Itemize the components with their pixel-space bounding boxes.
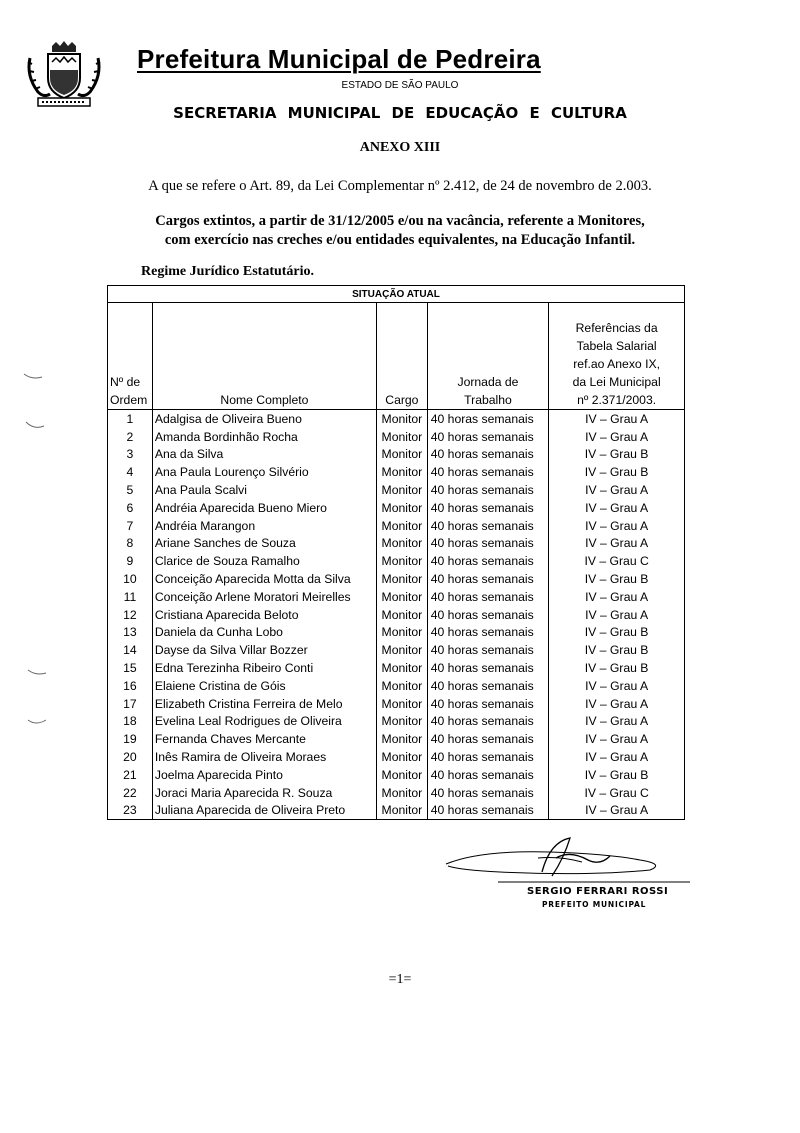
table-row	[108, 481, 685, 499]
ordem-header-line: Nº de	[110, 375, 141, 389]
page-title: Prefeitura Municipal de Pedreira	[137, 44, 541, 74]
column-header-row	[108, 303, 685, 410]
row-referencia: IV – Grau B	[549, 659, 685, 677]
row-jornada: 40 horas semanais	[427, 499, 549, 517]
referencia-column-header	[549, 303, 685, 410]
table-row	[108, 677, 685, 695]
row-cargo: Monitor	[377, 748, 428, 766]
row-number: 13	[108, 624, 153, 642]
jornada-column-header	[427, 303, 549, 410]
row-jornada: 40 horas semanais	[427, 481, 549, 499]
row-jornada: 40 horas semanais	[427, 748, 549, 766]
row-number: 6	[108, 499, 153, 517]
row-referencia: IV – Grau B	[549, 641, 685, 659]
row-jornada: 40 horas semanais	[427, 802, 549, 820]
row-jornada: 40 horas semanais	[427, 624, 549, 642]
row-jornada: 40 horas semanais	[427, 677, 549, 695]
table-row	[108, 748, 685, 766]
row-referencia: IV – Grau A	[549, 802, 685, 820]
situacao-header: SITUAÇÃO ATUAL	[108, 286, 685, 303]
row-cargo: Monitor	[377, 802, 428, 820]
row-number: 23	[108, 802, 153, 820]
row-cargo: Monitor	[377, 535, 428, 553]
row-jornada: 40 horas semanais	[427, 641, 549, 659]
table-row	[108, 570, 685, 588]
row-nome: Joelma Aparecida Pinto	[152, 766, 376, 784]
row-cargo: Monitor	[377, 570, 428, 588]
row-number: 12	[108, 606, 153, 624]
row-referencia: IV – Grau A	[549, 713, 685, 731]
row-cargo: Monitor	[377, 784, 428, 802]
row-nome: Elizabeth Cristina Ferreira de Melo	[152, 695, 376, 713]
row-referencia: IV – Grau B	[549, 463, 685, 481]
row-cargo: Monitor	[377, 730, 428, 748]
table-row	[108, 659, 685, 677]
row-cargo: Monitor	[377, 463, 428, 481]
row-jornada: 40 horas semanais	[427, 606, 549, 624]
row-referencia: IV – Grau A	[549, 481, 685, 499]
row-referencia: IV – Grau A	[549, 695, 685, 713]
row-nome: Evelina Leal Rodrigues de Oliveira	[152, 713, 376, 731]
row-referencia: IV – Grau B	[549, 570, 685, 588]
row-jornada: 40 horas semanais	[427, 766, 549, 784]
row-jornada: 40 horas semanais	[427, 784, 549, 802]
row-number: 4	[108, 463, 153, 481]
row-referencia: IV – Grau A	[549, 588, 685, 606]
row-cargo: Monitor	[377, 588, 428, 606]
row-nome: Inês Ramira de Oliveira Moraes	[152, 748, 376, 766]
row-jornada: 40 horas semanais	[427, 410, 549, 428]
ref-header-line: Referências da	[575, 321, 658, 335]
table-row	[108, 410, 685, 428]
row-cargo: Monitor	[377, 641, 428, 659]
row-referencia: IV – Grau A	[549, 535, 685, 553]
row-number: 2	[108, 428, 153, 446]
row-jornada: 40 horas semanais	[427, 517, 549, 535]
row-nome: Ariane Sanches de Souza	[152, 535, 376, 553]
row-nome: Daniela da Cunha Lobo	[152, 624, 376, 642]
row-number: 20	[108, 748, 153, 766]
row-number: 10	[108, 570, 153, 588]
scan-mark	[22, 372, 44, 382]
ref-header-line: da Lei Municipal	[572, 375, 661, 389]
row-nome: Juliana Aparecida de Oliveira Preto	[152, 802, 376, 820]
row-jornada: 40 horas semanais	[427, 552, 549, 570]
row-number: 1	[108, 410, 153, 428]
row-nome: Cristiana Aparecida Beloto	[152, 606, 376, 624]
row-referencia: IV – Grau A	[549, 517, 685, 535]
row-cargo: Monitor	[377, 677, 428, 695]
row-number: 3	[108, 446, 153, 464]
row-cargo: Monitor	[377, 517, 428, 535]
cargos-description	[0, 212, 800, 250]
row-referencia: IV – Grau A	[549, 730, 685, 748]
row-nome: Conceição Aparecida Motta da Silva	[152, 570, 376, 588]
table-row	[108, 641, 685, 659]
row-cargo: Monitor	[377, 410, 428, 428]
row-nome: Adalgisa de Oliveira Bueno	[152, 410, 376, 428]
table-row	[108, 535, 685, 553]
row-cargo: Monitor	[377, 624, 428, 642]
table-body	[108, 410, 685, 820]
row-jornada: 40 horas semanais	[427, 588, 549, 606]
nome-column-header: Nome Completo	[152, 303, 376, 410]
row-nome: Fernanda Chaves Mercante	[152, 730, 376, 748]
table-row	[108, 428, 685, 446]
table-row	[108, 517, 685, 535]
table-row	[108, 713, 685, 731]
staff-table	[107, 285, 685, 820]
row-cargo: Monitor	[377, 428, 428, 446]
ordem-header-line: Ordem	[110, 393, 148, 407]
table-row	[108, 784, 685, 802]
municipal-crest-icon	[22, 40, 106, 110]
row-nome: Andréia Marangon	[152, 517, 376, 535]
row-nome: Elaiene Cristina de Góis	[152, 677, 376, 695]
ordem-column-header	[108, 303, 153, 410]
row-jornada: 40 horas semanais	[427, 446, 549, 464]
row-jornada: 40 horas semanais	[427, 695, 549, 713]
row-nome: Ana Paula Lourenço Silvério	[152, 463, 376, 481]
row-jornada: 40 horas semanais	[427, 428, 549, 446]
row-jornada: 40 horas semanais	[427, 730, 549, 748]
row-nome: Clarice de Souza Ramalho	[152, 552, 376, 570]
row-cargo: Monitor	[377, 481, 428, 499]
row-number: 19	[108, 730, 153, 748]
scan-mark	[26, 716, 48, 728]
row-nome: Conceição Arlene Moratori Meirelles	[152, 588, 376, 606]
row-referencia: IV – Grau B	[549, 766, 685, 784]
signatory-role: PREFEITO MUNICIPAL	[542, 900, 647, 909]
table-row	[108, 766, 685, 784]
row-nome: Edna Terezinha Ribeiro Conti	[152, 659, 376, 677]
row-referencia: IV – Grau A	[549, 499, 685, 517]
row-referencia: IV – Grau C	[549, 784, 685, 802]
row-jornada: 40 horas semanais	[427, 570, 549, 588]
scan-mark	[24, 420, 46, 432]
cargo-column-header: Cargo	[377, 303, 428, 410]
row-number: 9	[108, 552, 153, 570]
row-number: 14	[108, 641, 153, 659]
row-number: 21	[108, 766, 153, 784]
row-number: 5	[108, 481, 153, 499]
row-referencia: IV – Grau C	[549, 552, 685, 570]
ref-header-line: Tabela Salarial	[576, 339, 657, 353]
table-row	[108, 588, 685, 606]
row-cargo: Monitor	[377, 695, 428, 713]
row-cargo: Monitor	[377, 446, 428, 464]
row-referencia: IV – Grau B	[549, 624, 685, 642]
signatory-name: SERGIO FERRARI ROSSI	[527, 886, 669, 897]
row-cargo: Monitor	[377, 766, 428, 784]
table-row	[108, 446, 685, 464]
row-number: 8	[108, 535, 153, 553]
row-number: 17	[108, 695, 153, 713]
row-jornada: 40 horas semanais	[427, 713, 549, 731]
row-referencia: IV – Grau A	[549, 606, 685, 624]
row-nome: Dayse da Silva Villar Bozzer	[152, 641, 376, 659]
table-row	[108, 802, 685, 820]
row-nome: Joraci Maria Aparecida R. Souza	[152, 784, 376, 802]
table-row	[108, 695, 685, 713]
cargos-line-2: com exercício nas creches e/ou entidades equivalentes, na Educação Infantil.	[164, 232, 636, 248]
row-cargo: Monitor	[377, 659, 428, 677]
row-cargo: Monitor	[377, 713, 428, 731]
cargos-line-1: Cargos extintos, a partir de 31/12/2005 e/ou na vacância, referente a Monitores,	[155, 213, 645, 229]
row-cargo: Monitor	[377, 552, 428, 570]
jornada-header-line: Trabalho	[464, 393, 512, 407]
jornada-header-line: Jornada de	[457, 375, 519, 389]
ref-header-line: nº 2.371/2003.	[577, 393, 657, 407]
row-referencia: IV – Grau A	[549, 410, 685, 428]
row-number: 15	[108, 659, 153, 677]
regime-label: Regime Jurídico Estatutário.	[141, 264, 315, 279]
row-referencia: IV – Grau B	[549, 446, 685, 464]
row-jornada: 40 horas semanais	[427, 535, 549, 553]
table-row	[108, 552, 685, 570]
row-nome: Amanda Bordinhão Rocha	[152, 428, 376, 446]
state-subtitle: ESTADO DE SÃO PAULO	[341, 80, 459, 91]
row-jornada: 40 horas semanais	[427, 659, 549, 677]
row-referencia: IV – Grau A	[549, 748, 685, 766]
row-number: 22	[108, 784, 153, 802]
row-number: 18	[108, 713, 153, 731]
law-reference: A que se refere o Art. 89, da Lei Complementar nº 2.412, de 24 de novembro de 2.003.	[148, 178, 652, 194]
row-jornada: 40 horas semanais	[427, 463, 549, 481]
row-number: 11	[108, 588, 153, 606]
table-row	[108, 730, 685, 748]
row-cargo: Monitor	[377, 606, 428, 624]
row-nome: Ana Paula Scalvi	[152, 481, 376, 499]
table-row	[108, 499, 685, 517]
row-referencia: IV – Grau A	[549, 677, 685, 695]
scan-mark	[26, 668, 48, 678]
row-number: 16	[108, 677, 153, 695]
table-row	[108, 463, 685, 481]
row-referencia: IV – Grau A	[549, 428, 685, 446]
row-nome: Andréia Aparecida Bueno Miero	[152, 499, 376, 517]
ref-header-line: ref.ao Anexo IX,	[573, 357, 660, 371]
row-cargo: Monitor	[377, 499, 428, 517]
anexo-heading: ANEXO XIII	[359, 140, 441, 155]
handwritten-signature	[440, 832, 700, 892]
table-row	[108, 624, 685, 642]
row-nome: Ana da Silva	[152, 446, 376, 464]
table-row	[108, 606, 685, 624]
secretaria-heading: SECRETARIA MUNICIPAL DE EDUCAÇÃO E CULTURA	[173, 104, 627, 122]
row-number: 7	[108, 517, 153, 535]
page-number: =1=	[388, 972, 412, 987]
